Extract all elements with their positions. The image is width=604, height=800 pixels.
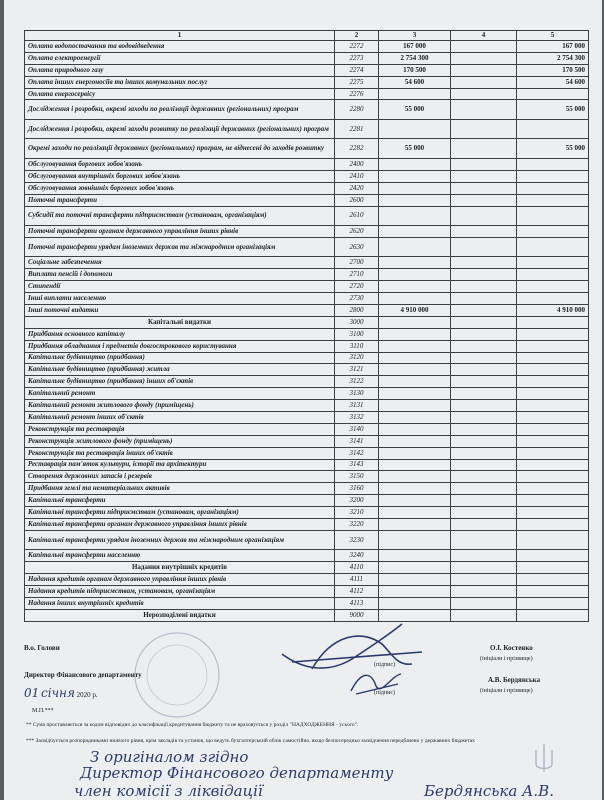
row-col-3: 54 600 <box>379 76 451 88</box>
row-col-3 <box>379 388 451 400</box>
row-col-3 <box>379 119 451 139</box>
row-col-5 <box>517 507 589 519</box>
row-col-5 <box>517 400 589 412</box>
row-code: 3142 <box>335 447 379 459</box>
row-name: Капітальні трансферти <box>25 495 335 507</box>
table-row <box>25 281 589 293</box>
row-col-4 <box>451 41 517 53</box>
row-col-4 <box>451 447 517 459</box>
row-col-5 <box>517 182 589 194</box>
row-name: Оплата енергосервісу <box>25 88 335 100</box>
table-row <box>25 304 589 316</box>
row-col-4 <box>451 269 517 281</box>
date-day: 01 <box>24 686 40 700</box>
table-row <box>25 471 589 483</box>
row-name: Поточні трансферти урядам іноземних держав та міжнародним організаціям <box>25 237 335 257</box>
row-name: Дослідження і розробки, окремі заходи по реалізації державних (регіональних) програм <box>25 100 335 120</box>
row-col-5 <box>517 411 589 423</box>
row-col-4 <box>451 609 517 621</box>
row-col-4 <box>451 507 517 519</box>
row-col-4 <box>451 226 517 238</box>
expenditure-table <box>24 30 589 622</box>
row-col-3 <box>379 237 451 257</box>
row-code: 3110 <box>335 340 379 352</box>
header-col-2: 2 <box>335 31 379 41</box>
row-col-3: 55 000 <box>379 100 451 120</box>
row-col-3 <box>379 495 451 507</box>
table-row <box>25 519 589 531</box>
row-code: 4111 <box>335 574 379 586</box>
table-row <box>25 226 589 238</box>
row-name: Нерозподілені видатки <box>25 609 335 621</box>
row-col-3 <box>379 435 451 447</box>
row-code: 3150 <box>335 471 379 483</box>
row-name: Капітальні трансферти підприємствам (установам, організаціям) <box>25 507 335 519</box>
row-col-5 <box>517 574 589 586</box>
row-code: 2273 <box>335 52 379 64</box>
table-row <box>25 194 589 206</box>
table-row <box>25 340 589 352</box>
row-name: Реконструкція та реставрація інших об'єктів <box>25 447 335 459</box>
row-col-3 <box>379 226 451 238</box>
row-col-3 <box>379 194 451 206</box>
row-col-3 <box>379 471 451 483</box>
row-name: Капітальні трансферти населенню <box>25 550 335 562</box>
row-col-5 <box>517 194 589 206</box>
row-col-5 <box>517 328 589 340</box>
table-row <box>25 400 589 412</box>
row-col-4 <box>451 562 517 574</box>
row-col-4 <box>451 139 517 159</box>
dept-name-caption: (ініціали і прізвище) <box>480 688 533 694</box>
row-col-5 <box>517 237 589 257</box>
handwriting-line-1: З оригіналом згідно <box>90 748 249 766</box>
row-col-3 <box>379 483 451 495</box>
table-row <box>25 88 589 100</box>
table-row <box>25 376 589 388</box>
row-name: Капітальні трансферти органам державного управління інших рівнів <box>25 519 335 531</box>
row-col-3 <box>379 519 451 531</box>
row-col-4 <box>451 206 517 226</box>
row-code: 2600 <box>335 194 379 206</box>
row-name: Соціальне забезпечення <box>25 257 335 269</box>
row-col-3 <box>379 257 451 269</box>
table-row <box>25 257 589 269</box>
dept-name: А.В. Бердянська <box>488 676 541 684</box>
row-col-4 <box>451 293 517 305</box>
table-row <box>25 562 589 574</box>
row-col-3 <box>379 411 451 423</box>
table-row <box>25 459 589 471</box>
row-col-4 <box>451 158 517 170</box>
row-name: Дослідження і розробки, окремі заходи розвитку по реалізації державних (регіональних) програм <box>25 119 335 139</box>
table-row <box>25 206 589 226</box>
row-col-3 <box>379 340 451 352</box>
row-name: Капітальне будівництво (придбання) <box>25 352 335 364</box>
row-col-4 <box>451 388 517 400</box>
footnote-1: ** Сума проставляється за кодом відповідно до класифікації кредитування бюджету та не враховується у розділ "НАДХОДЖЕННЯ - усього". <box>26 722 359 728</box>
row-col-5 <box>517 388 589 400</box>
table-row <box>25 269 589 281</box>
row-name: Реконструкція житлового фонду (приміщень) <box>25 435 335 447</box>
row-col-4 <box>451 304 517 316</box>
row-col-3 <box>379 562 451 574</box>
table-row <box>25 182 589 194</box>
table-row <box>25 316 589 328</box>
document-sheet <box>4 0 602 800</box>
date-line <box>24 686 98 700</box>
row-col-4 <box>451 495 517 507</box>
row-col-4 <box>451 471 517 483</box>
row-code: 2275 <box>335 76 379 88</box>
row-col-5 <box>517 88 589 100</box>
row-code: 2800 <box>335 304 379 316</box>
row-code: 2410 <box>335 170 379 182</box>
row-name: Виплата пенсій і допомоги <box>25 269 335 281</box>
row-name: Надання інших внутрішніх кредитів <box>25 597 335 609</box>
row-code: 3100 <box>335 328 379 340</box>
row-col-5 <box>517 447 589 459</box>
table-row <box>25 352 589 364</box>
table-row <box>25 328 589 340</box>
handwriting-line-4: Бердянська А.В. <box>424 782 554 800</box>
row-name: Капітальний ремонт житлового фонду (приміщень) <box>25 400 335 412</box>
row-col-4 <box>451 237 517 257</box>
table-row <box>25 435 589 447</box>
row-col-3 <box>379 269 451 281</box>
row-col-5 <box>517 269 589 281</box>
handwriting-line-2: Директор Фінансового департаменту <box>80 764 394 782</box>
row-col-4 <box>451 411 517 423</box>
row-col-3 <box>379 316 451 328</box>
seal-place: М.П.*** <box>32 708 54 714</box>
row-code: 3121 <box>335 364 379 376</box>
row-col-5: 55 000 <box>517 100 589 120</box>
date-year: 2020 р. <box>76 691 98 699</box>
row-col-5: 170 500 <box>517 64 589 76</box>
handwriting-line-3: член комісії з ліквідації <box>74 782 263 800</box>
row-col-3 <box>379 586 451 598</box>
row-code: 2630 <box>335 237 379 257</box>
row-col-4 <box>451 170 517 182</box>
row-col-5 <box>517 483 589 495</box>
row-col-5 <box>517 364 589 376</box>
row-code: 3120 <box>335 352 379 364</box>
row-col-5 <box>517 530 589 550</box>
table-row <box>25 158 589 170</box>
row-col-4 <box>451 194 517 206</box>
row-name: Реставрація пам'яток культури, історії та архітектури <box>25 459 335 471</box>
row-code: 3130 <box>335 388 379 400</box>
row-code: 3220 <box>335 519 379 531</box>
row-name: Придбання землі та нематеріальних активів <box>25 483 335 495</box>
row-col-4 <box>451 376 517 388</box>
row-col-5 <box>517 550 589 562</box>
row-col-4 <box>451 586 517 598</box>
row-name: Окремі заходи по реалізації державних (регіональних) програм, не віднесені до заходів розвитку <box>25 139 335 159</box>
row-col-5 <box>517 170 589 182</box>
dept-sign-label: (підпис) <box>374 690 396 696</box>
row-name: Обслуговування внутрішніх боргових зобов'язань <box>25 170 335 182</box>
row-col-5: 4 910 000 <box>517 304 589 316</box>
head-title: В.о. Голови <box>24 644 60 652</box>
row-col-5 <box>517 586 589 598</box>
row-name: Обслуговування зовнішніх боргових зобов'язань <box>25 182 335 194</box>
table-row <box>25 423 589 435</box>
row-col-3 <box>379 281 451 293</box>
row-col-4 <box>451 328 517 340</box>
dept-signature-drawing <box>346 666 406 702</box>
row-col-4 <box>451 100 517 120</box>
row-col-4 <box>451 119 517 139</box>
row-col-5 <box>517 158 589 170</box>
row-col-5 <box>517 206 589 226</box>
row-col-4 <box>451 182 517 194</box>
row-col-5 <box>517 376 589 388</box>
row-col-4 <box>451 257 517 269</box>
row-code: 3000 <box>335 316 379 328</box>
row-col-5 <box>517 293 589 305</box>
row-name: Поточні трансферти органам державного управління інших рівнів <box>25 226 335 238</box>
row-name: Надання внутрішніх кредитів <box>25 562 335 574</box>
row-name: Капітальний ремонт <box>25 388 335 400</box>
row-col-4 <box>451 574 517 586</box>
table-row <box>25 530 589 550</box>
row-code: 3131 <box>335 400 379 412</box>
row-col-5 <box>517 495 589 507</box>
trident-emblem <box>524 738 564 778</box>
row-code: 3122 <box>335 376 379 388</box>
row-name: Надання кредитів підприємствам, установам, організаціям <box>25 586 335 598</box>
row-code: 2400 <box>335 158 379 170</box>
row-code: 2720 <box>335 281 379 293</box>
row-col-5 <box>517 471 589 483</box>
table-row <box>25 119 589 139</box>
row-col-4 <box>451 400 517 412</box>
table-row <box>25 52 589 64</box>
header-col-1: 1 <box>25 31 335 41</box>
row-col-4 <box>451 352 517 364</box>
row-col-3 <box>379 328 451 340</box>
row-code: 3143 <box>335 459 379 471</box>
table-row <box>25 411 589 423</box>
row-code: 2610 <box>335 206 379 226</box>
row-code: 3160 <box>335 483 379 495</box>
dept-title: Директор Фінансового департаменту <box>24 671 142 679</box>
row-name: Інші виплати населенню <box>25 293 335 305</box>
row-code: 3200 <box>335 495 379 507</box>
row-name: Надання кредитів органам державного управління інших рівнів <box>25 574 335 586</box>
row-col-3 <box>379 182 451 194</box>
row-name: Оплата водопостачання та водовідведення <box>25 41 335 53</box>
row-col-5 <box>517 257 589 269</box>
row-code: 3240 <box>335 550 379 562</box>
row-name: Стипендії <box>25 281 335 293</box>
row-col-5 <box>517 562 589 574</box>
row-col-4 <box>451 281 517 293</box>
row-code: 2274 <box>335 64 379 76</box>
table-row <box>25 586 589 598</box>
row-name: Поточні трансферти <box>25 194 335 206</box>
row-col-4 <box>451 52 517 64</box>
footnote-2: *** Засвідчується розпорядниками нижчого рівня, крім закладів та установ, що ведуть бухгалтерський облік самостійно, якщо безпосередньо засвідчення передбачено у державних бюджетах <box>26 738 475 744</box>
row-col-5: 2 754 300 <box>517 52 589 64</box>
row-code: 3141 <box>335 435 379 447</box>
row-code: 2620 <box>335 226 379 238</box>
row-col-4 <box>451 423 517 435</box>
head-name-caption: (ініціали і прізвище) <box>480 656 533 662</box>
table-row <box>25 483 589 495</box>
row-name: Оплата інших енергоносіїв та інших комунальних послуг <box>25 76 335 88</box>
row-col-5: 55 000 <box>517 139 589 159</box>
row-col-4 <box>451 519 517 531</box>
header-col-4: 4 <box>451 31 517 41</box>
table-row <box>25 100 589 120</box>
table-row <box>25 237 589 257</box>
row-col-5 <box>517 597 589 609</box>
header-col-5: 5 <box>517 31 589 41</box>
row-code: 9000 <box>335 609 379 621</box>
row-code: 2281 <box>335 119 379 139</box>
row-col-3: 2 754 300 <box>379 52 451 64</box>
row-col-5 <box>517 352 589 364</box>
row-col-3 <box>379 376 451 388</box>
row-name: Субсидії та поточні трансферти підприємствам (установам, організаціям) <box>25 206 335 226</box>
table-row <box>25 293 589 305</box>
table-row <box>25 550 589 562</box>
table-row <box>25 64 589 76</box>
row-code: 4112 <box>335 586 379 598</box>
row-code: 4113 <box>335 597 379 609</box>
row-col-3: 4 910 000 <box>379 304 451 316</box>
row-col-3 <box>379 364 451 376</box>
row-col-5 <box>517 435 589 447</box>
row-col-5 <box>517 316 589 328</box>
table-row <box>25 574 589 586</box>
table-row <box>25 76 589 88</box>
row-col-5 <box>517 423 589 435</box>
row-code: 2280 <box>335 100 379 120</box>
row-name: Капітальне будівництво (придбання) інших об'єктів <box>25 376 335 388</box>
row-col-3 <box>379 170 451 182</box>
row-name: Створення державних запасів і резервів <box>25 471 335 483</box>
row-col-4 <box>451 459 517 471</box>
row-name: Інші поточні видатки <box>25 304 335 316</box>
row-col-5: 167 000 <box>517 41 589 53</box>
row-code: 2420 <box>335 182 379 194</box>
header-col-3: 3 <box>379 31 451 41</box>
row-name: Капітальне будівництво (придбання) житла <box>25 364 335 376</box>
row-col-4 <box>451 483 517 495</box>
row-code: 2276 <box>335 88 379 100</box>
row-name: Капітальні трансферти урядам іноземних держав та міжнародним організаціям <box>25 530 335 550</box>
row-col-4 <box>451 76 517 88</box>
table-row <box>25 507 589 519</box>
row-name: Капітальний ремонт інших об'єктів <box>25 411 335 423</box>
row-col-4 <box>451 550 517 562</box>
row-name: Капітальні видатки <box>25 316 335 328</box>
round-seal <box>132 630 222 720</box>
row-name: Оплата природного газу <box>25 64 335 76</box>
table-row <box>25 41 589 53</box>
table-row <box>25 364 589 376</box>
row-col-5 <box>517 281 589 293</box>
row-col-3 <box>379 507 451 519</box>
row-col-3: 170 500 <box>379 64 451 76</box>
row-col-3 <box>379 550 451 562</box>
date-month: січня <box>41 686 75 700</box>
row-name: Обслуговування боргових зобов'язань <box>25 158 335 170</box>
row-col-3 <box>379 352 451 364</box>
row-col-5 <box>517 459 589 471</box>
row-name: Оплата електроенергії <box>25 52 335 64</box>
row-col-3 <box>379 206 451 226</box>
head-sign-label: (підпис) <box>374 662 396 668</box>
table-row <box>25 139 589 159</box>
row-col-3 <box>379 88 451 100</box>
row-col-3 <box>379 400 451 412</box>
row-col-3 <box>379 574 451 586</box>
row-code: 2710 <box>335 269 379 281</box>
row-code: 4110 <box>335 562 379 574</box>
row-col-5 <box>517 519 589 531</box>
table-header-row <box>25 31 589 41</box>
row-name: Придбання основного капіталу <box>25 328 335 340</box>
table-row <box>25 495 589 507</box>
row-col-4 <box>451 530 517 550</box>
table-row <box>25 170 589 182</box>
row-col-3 <box>379 423 451 435</box>
row-col-3 <box>379 158 451 170</box>
row-col-4 <box>451 316 517 328</box>
row-col-3 <box>379 530 451 550</box>
row-code: 3210 <box>335 507 379 519</box>
row-col-3: 167 000 <box>379 41 451 53</box>
row-col-4 <box>451 364 517 376</box>
row-name: Реконструкція та реставрація <box>25 423 335 435</box>
row-col-5 <box>517 609 589 621</box>
row-col-4 <box>451 64 517 76</box>
row-col-3 <box>379 459 451 471</box>
row-col-4 <box>451 435 517 447</box>
row-col-5 <box>517 119 589 139</box>
table-row <box>25 597 589 609</box>
table-row <box>25 447 589 459</box>
row-col-4 <box>451 597 517 609</box>
row-code: 2730 <box>335 293 379 305</box>
row-col-4 <box>451 340 517 352</box>
head-name: О.І. Костенко <box>490 644 533 652</box>
row-code: 2282 <box>335 139 379 159</box>
row-col-5 <box>517 340 589 352</box>
table-row <box>25 388 589 400</box>
row-col-5: 54 600 <box>517 76 589 88</box>
row-col-4 <box>451 88 517 100</box>
row-name: Придбання обладнання і предметів довгострокового користування <box>25 340 335 352</box>
row-col-3 <box>379 447 451 459</box>
row-col-5 <box>517 226 589 238</box>
row-code: 3140 <box>335 423 379 435</box>
row-code: 3132 <box>335 411 379 423</box>
row-col-3 <box>379 293 451 305</box>
row-code: 2272 <box>335 41 379 53</box>
row-code: 2700 <box>335 257 379 269</box>
row-code: 3230 <box>335 530 379 550</box>
row-col-3 <box>379 597 451 609</box>
row-col-3: 55 000 <box>379 139 451 159</box>
